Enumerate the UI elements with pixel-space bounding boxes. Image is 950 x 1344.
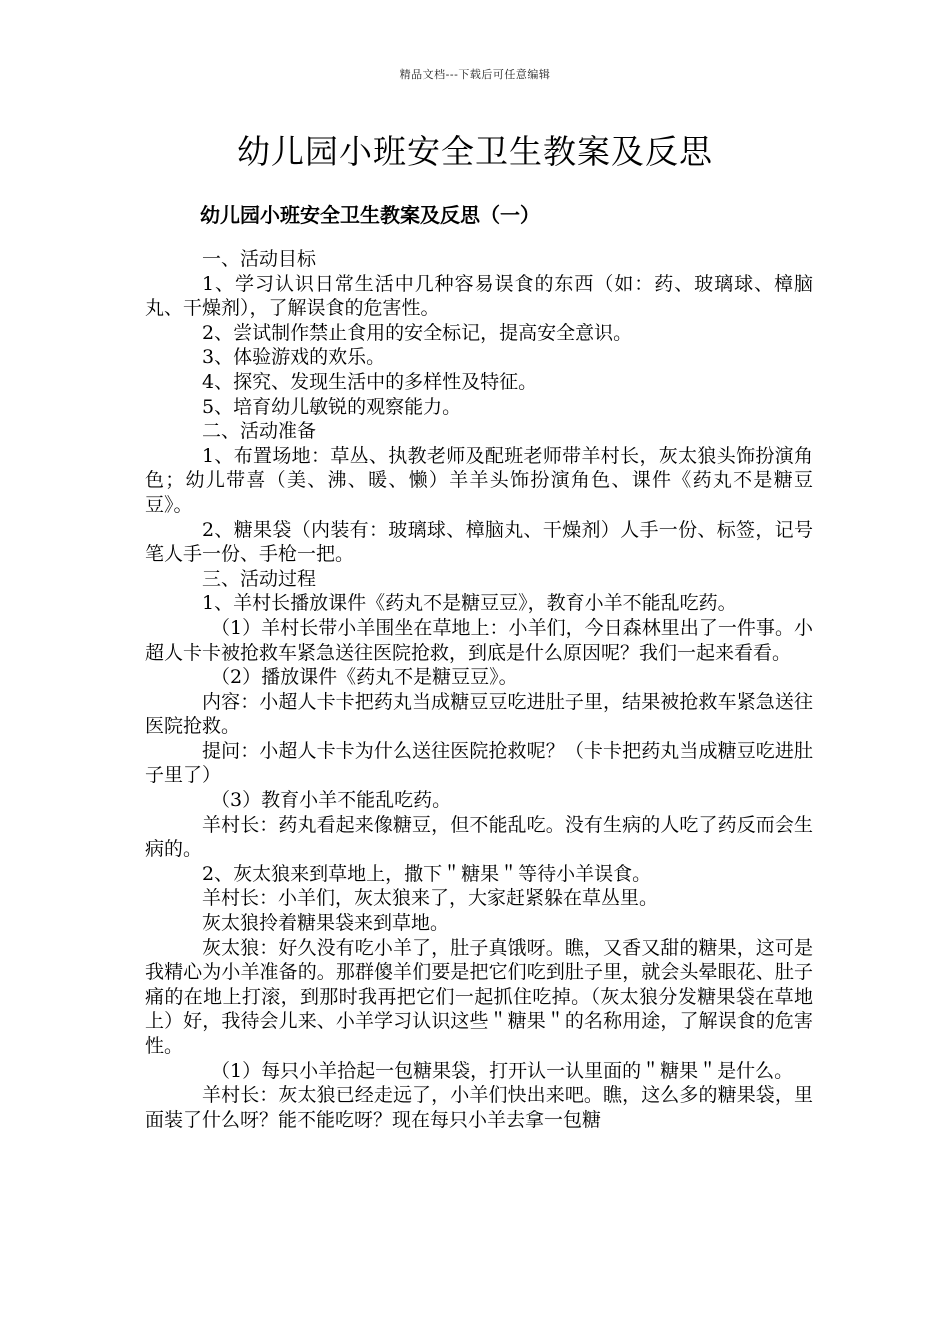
- body-paragraph: 2、尝试制作禁止食用的安全标记，提高安全意识。: [202, 321, 633, 344]
- body-paragraph: （1）每只小羊拾起一包糖果袋，打开认一认里面的＂糖果＂是什么。: [211, 1059, 794, 1082]
- body-paragraph: 羊村长：灰太狼已经走远了，小羊们快出来吧。瞧，这么多的糖果袋，里面装了什么呀？能不能吃呀？现在每只小羊去拿一包糖: [145, 1084, 813, 1131]
- body-paragraph: 二、活动准备: [202, 420, 317, 443]
- body-paragraph: 3、体验游戏的欢乐。: [202, 346, 386, 369]
- header-note: 精品文档---下载后可任意编辑: [399, 68, 551, 81]
- body-paragraph: 1、羊村长播放课件《药丸不是糖豆豆》，教育小羊不能乱吃药。: [202, 592, 737, 615]
- document-title: 幼儿园小班安全卫生教案及反思: [237, 132, 713, 171]
- body-paragraph: 羊村长：小羊们，灰太狼来了，大家赶紧躲在草丛里。: [202, 887, 659, 910]
- body-paragraph: （3）教育小羊不能乱吃药。: [211, 789, 452, 812]
- body-paragraph: 提问：小超人卡卡为什么送往医院抢救呢？（卡卡把药丸当成糖豆吃进肚子里了）: [145, 739, 813, 787]
- body-paragraph: 内容：小超人卡卡把药丸当成糖豆豆吃进肚子里，结果被抢救车紧急送往医院抢救。: [145, 690, 813, 738]
- body-paragraph: 1、布置场地：草丛、执教老师及配班老师带羊村长，灰太狼头饰扮演角色；幼儿带喜（美、沸、暖、懒）羊羊头饰扮演角色、课件《药丸不是糖豆豆》。: [145, 444, 813, 516]
- body-paragraph: （2）播放课件《药丸不是糖豆豆》。: [211, 666, 518, 689]
- body-paragraph: 2、糖果袋（内装有：玻璃球、樟脑丸、干燥剂）人手一份、标签，记号笔人手一份、手枪一把。: [145, 518, 813, 566]
- body-paragraph: 灰太狼拎着糖果袋来到草地。: [202, 912, 450, 935]
- body-paragraph: 三、活动过程: [202, 567, 317, 590]
- document-body: [145, 247, 813, 1132]
- document-subtitle: 幼儿园小班安全卫生教案及反思（一）: [200, 203, 540, 227]
- body-paragraph: 5、培育幼儿敏锐的观察能力。: [202, 395, 462, 418]
- body-paragraph: 羊村长：药丸看起来像糖豆，但不能乱吃。没有生病的人吃了药反而会生病的。: [145, 813, 813, 861]
- body-paragraph: 一、活动目标: [202, 248, 317, 270]
- body-paragraph: 2、灰太狼来到草地上，撒下＂糖果＂等待小羊误食。: [202, 862, 652, 885]
- body-paragraph: 1、学习认识日常生活中几种容易误食的东西（如：药、玻璃球、樟脑丸、干燥剂），了解误食的危害性。: [145, 272, 813, 320]
- body-paragraph: 4、探究、发现生活中的多样性及特征。: [202, 370, 538, 393]
- body-paragraph: 灰太狼：好久没有吃小羊了，肚子真饿呀。瞧，又香又甜的糖果，这可是我精心为小羊准备的。那群傻羊们要是把它们吃到肚子里，就会头晕眼花、肚子痛的在地上打滚，到那时我再把它们一起抓住吃掉。（灰太狼分发糖果袋在草地上）好，我待会儿来、小羊学习认识这些＂糖果＂的名称用途，了解误食的危害性。: [145, 936, 813, 1057]
- body-paragraph: （1）羊村长带小羊围坐在草地上：小羊们，今日森林里出了一件事。小超人卡卡被抢救车紧急送往医院抢救，到底是什么原因呢？我们一起来看看。: [145, 616, 813, 664]
